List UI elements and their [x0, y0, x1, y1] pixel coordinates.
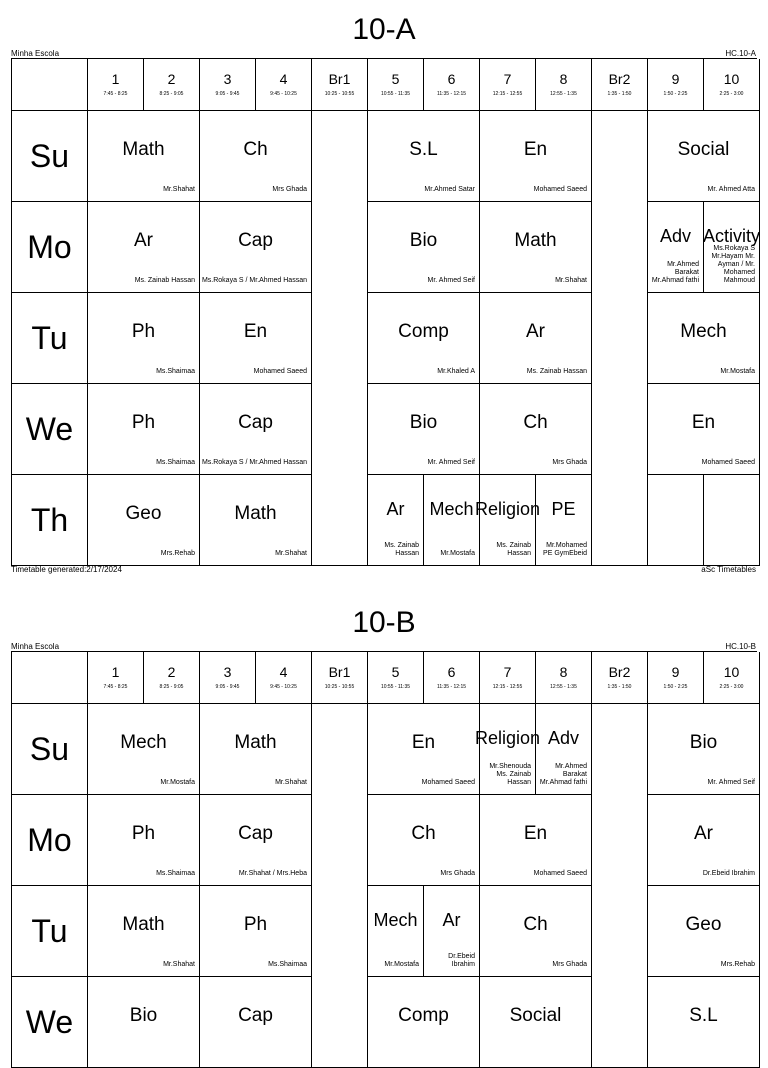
lesson-cell[interactable]: Ar Dr.Ebeid Ibrahim — [424, 886, 480, 977]
lesson-cell[interactable]: Mech Mr.Mostafa — [648, 293, 760, 384]
lesson-cell[interactable]: Math Mr.Shahat — [88, 111, 200, 202]
lesson-cell[interactable]: Ar Ms. Zainab Hassan — [368, 475, 424, 566]
school-name: Minha Escola — [11, 642, 60, 651]
lesson-cell[interactable]: Mech Mr.Mostafa — [88, 704, 200, 795]
lesson-cell[interactable]: Bio Mr. Ahmed Seif — [368, 202, 480, 293]
lesson-cell[interactable]: Bio — [88, 977, 200, 1068]
period-header: 1 7:45 - 8:25 — [88, 59, 144, 111]
lesson-cell[interactable]: Cap Mr.Shahat / Mrs.Heba — [200, 795, 312, 886]
break-column — [312, 704, 368, 1068]
break-header: Br2 1:35 - 1:50 — [592, 652, 648, 704]
lesson-cell[interactable]: Cap Ms.Rokaya S / Mr.Ahmed Hassan — [200, 202, 312, 293]
lesson-cell[interactable]: Social Mr. Ahmed Atta — [648, 111, 760, 202]
lesson-cell[interactable]: Mech Mr.Mostafa — [368, 886, 424, 977]
period-header: 2 8:25 - 9:05 — [144, 59, 200, 111]
school-name: Minha Escola — [11, 49, 60, 58]
period-header: 4 9:45 - 10:25 — [256, 652, 312, 704]
timetable-title: 10-B — [352, 606, 416, 639]
lesson-cell[interactable]: Ph Ms.Shaimaa — [88, 384, 200, 475]
lesson-cell[interactable]: S.L Mr.Ahmed Satar — [368, 111, 480, 202]
day-label: Su — [12, 111, 88, 202]
class-code: HC.10-A — [725, 49, 756, 58]
period-header: 7 12:15 - 12:55 — [480, 652, 536, 704]
period-header: 2 8:25 - 9:05 — [144, 652, 200, 704]
lesson-cell[interactable]: Ph Ms.Shaimaa — [200, 886, 312, 977]
period-header: 5 10:55 - 11:35 — [368, 59, 424, 111]
empty-cell — [704, 475, 760, 566]
day-label: Su — [12, 704, 88, 795]
period-header: 10 2:25 - 3:00 — [704, 59, 760, 111]
lesson-cell[interactable]: Comp Mr.Khaled A — [368, 293, 480, 384]
lesson-cell[interactable]: Math Mr.Shahat — [480, 202, 592, 293]
period-header: 3 9:05 - 9:45 — [200, 59, 256, 111]
lesson-cell[interactable]: Ch Mrs Ghada — [480, 886, 592, 977]
timetable-grid — [11, 58, 761, 566]
lesson-cell[interactable]: Social — [480, 977, 592, 1068]
lesson-cell[interactable]: Math Mr.Shahat — [88, 886, 200, 977]
lesson-cell[interactable]: Bio Mr. Ahmed Seif — [648, 704, 760, 795]
lesson-cell[interactable]: Adv Mr.Ahmed Barakat Mr.Ahmad fathi — [536, 704, 592, 795]
lesson-cell[interactable]: Cap — [200, 977, 312, 1068]
lesson-cell[interactable]: Religion Mr.Shenouda Ms. Zainab Hassan — [480, 704, 536, 795]
period-header: 6 11:35 - 12:15 — [424, 652, 480, 704]
period-header: 7 12:15 - 12:55 — [480, 59, 536, 111]
day-label: Mo — [12, 795, 88, 886]
day-label: We — [12, 977, 88, 1068]
lesson-cell[interactable]: Ph Ms.Shaimaa — [88, 795, 200, 886]
day-label: Mo — [12, 202, 88, 293]
lesson-cell[interactable]: Math Mr.Shahat — [200, 475, 312, 566]
period-header: 4 9:45 - 10:25 — [256, 59, 312, 111]
lesson-cell[interactable]: Mech Mr.Mostafa — [424, 475, 480, 566]
lesson-cell[interactable]: Ar Ms. Zainab Hassan — [88, 202, 200, 293]
lesson-cell[interactable]: Geo Mrs.Rehab — [88, 475, 200, 566]
corner-cell — [12, 59, 88, 111]
lesson-cell[interactable]: Comp — [368, 977, 480, 1068]
lesson-cell[interactable]: PE Mr.Mohamed PE GymEbeid — [536, 475, 592, 566]
period-header: 5 10:55 - 11:35 — [368, 652, 424, 704]
lesson-cell[interactable]: En Mohamed Saeed — [480, 111, 592, 202]
lesson-cell[interactable]: Activity Ms.Rokaya S Mr.Hayam Mr. Ayman / Mr. Mohamed Mahmoud — [704, 202, 760, 293]
period-header: 8 12:55 - 1:35 — [536, 652, 592, 704]
timetable-title: 10-A — [352, 13, 416, 46]
class-code: HC.10-B — [725, 642, 756, 651]
lesson-cell[interactable]: Ar Ms. Zainab Hassan — [480, 293, 592, 384]
break-column — [592, 704, 648, 1068]
footer-brand: aSc Timetables — [701, 565, 756, 574]
timetable-grid — [11, 651, 757, 1068]
period-header: 1 7:45 - 8:25 — [88, 652, 144, 704]
day-label: Tu — [12, 293, 88, 384]
period-header: 3 9:05 - 9:45 — [200, 652, 256, 704]
lesson-cell[interactable]: Ch Mrs Ghada — [200, 111, 312, 202]
lesson-cell[interactable]: Ar Dr.Ebeid Ibrahim — [648, 795, 760, 886]
lesson-cell[interactable]: Ch Mrs Ghada — [368, 795, 480, 886]
lesson-cell[interactable]: En Mohamed Saeed — [200, 293, 312, 384]
lesson-cell[interactable]: Math Mr.Shahat — [200, 704, 312, 795]
lesson-cell[interactable]: En Mohamed Saeed — [480, 795, 592, 886]
lesson-cell[interactable]: Adv Mr.Ahmed Barakat Mr.Ahmad fathi — [648, 202, 704, 293]
lesson-cell[interactable]: Ph Ms.Shaimaa — [88, 293, 200, 384]
day-label: Th — [12, 475, 88, 566]
period-header: 8 12:55 - 1:35 — [536, 59, 592, 111]
period-header: 10 2:25 - 3:00 — [704, 652, 760, 704]
lesson-cell[interactable]: Cap Ms.Rokaya S / Mr.Ahmed Hassan — [200, 384, 312, 475]
lesson-cell[interactable]: Religion Ms. Zainab Hassan — [480, 475, 536, 566]
day-label: We — [12, 384, 88, 475]
empty-cell — [648, 475, 704, 566]
lesson-cell[interactable]: Bio Mr. Ahmed Seif — [368, 384, 480, 475]
lesson-cell[interactable]: En Mohamed Saeed — [648, 384, 760, 475]
break-column — [592, 111, 648, 566]
lesson-cell[interactable]: S.L — [648, 977, 760, 1068]
break-header: Br1 10:25 - 10:55 — [312, 59, 368, 111]
period-header: 9 1:50 - 2:25 — [648, 652, 704, 704]
corner-cell — [12, 652, 88, 704]
break-column — [312, 111, 368, 566]
day-label: Tu — [12, 886, 88, 977]
break-header: Br2 1:35 - 1:50 — [592, 59, 648, 111]
footer-generated: Timetable generated:2/17/2024 — [11, 565, 122, 574]
lesson-cell[interactable]: Geo Mrs.Rehab — [648, 886, 760, 977]
break-header: Br1 10:25 - 10:55 — [312, 652, 368, 704]
period-header: 6 11:35 - 12:15 — [424, 59, 480, 111]
lesson-cell[interactable]: Ch Mrs Ghada — [480, 384, 592, 475]
lesson-cell[interactable]: En Mohamed Saeed — [368, 704, 480, 795]
period-header: 9 1:50 - 2:25 — [648, 59, 704, 111]
